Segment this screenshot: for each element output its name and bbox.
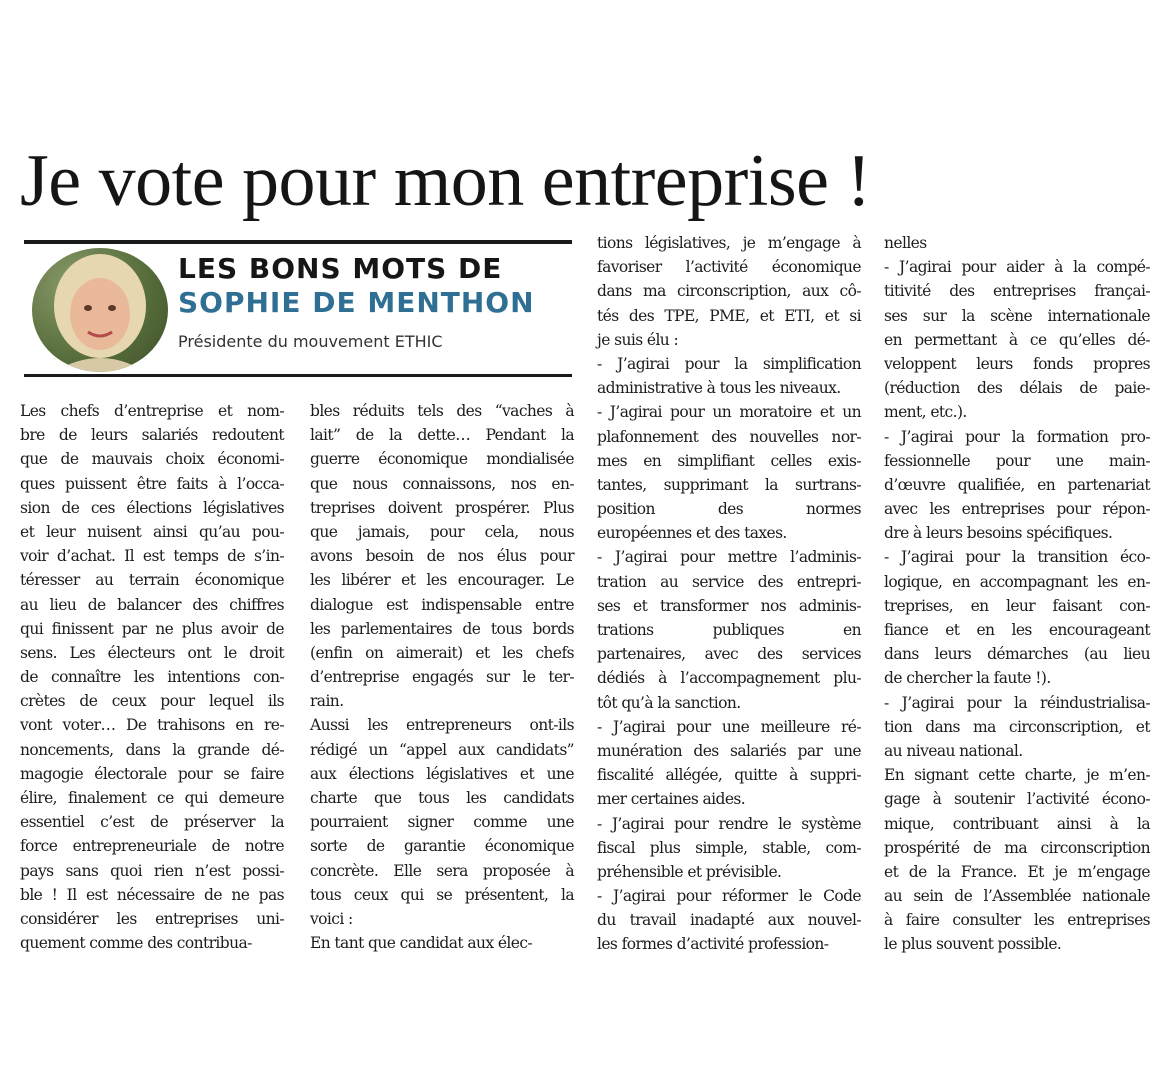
text-line: treprises doivent prospérer. Plus	[310, 498, 574, 517]
text-line: les libérer et les encourager. Le	[310, 571, 574, 590]
text-line: dans leurs démarches (au lieu	[884, 645, 1150, 664]
text-line: du travail inadapté aux nouvel-	[597, 911, 861, 930]
article-column-3	[597, 231, 861, 957]
text-line: ble ! Il est nécessaire de ne pas	[20, 885, 284, 904]
text-line: pays sans quoi rien n’est possi-	[20, 861, 284, 880]
text-line: prospérité de ma circonscription	[884, 838, 1150, 857]
text-line: préhensible et prévisible.	[597, 862, 782, 881]
byline-column-name: LES BONS MOTS DE	[178, 252, 503, 285]
text-line: favoriser l’activité économique	[597, 258, 861, 277]
text-line: tion dans ma circonscription, et	[884, 717, 1150, 736]
byline-bottom-rule	[24, 374, 572, 377]
text-line: Les chefs d’entreprise et nom-	[20, 402, 284, 420]
text-line: ses et transformer nos adminis-	[597, 596, 861, 615]
text-line: ment, etc.).	[884, 403, 967, 422]
text-line: - J’agirai pour réformer le Code	[597, 887, 861, 906]
byline-author-role: Présidente du mouvement ETHIC	[178, 332, 443, 351]
byline-top-rule	[24, 240, 572, 244]
text-line: crètes de ceux pour lequel ils	[20, 692, 284, 711]
article-column-4	[884, 231, 1150, 957]
text-line: rédigé un “appel aux candidats”	[310, 740, 574, 759]
text-line: dédiés à l’accompagnement plu-	[597, 669, 861, 688]
text-line: les parlementaires de tous bords	[310, 619, 574, 638]
text-line: tration au service des entrepri-	[597, 572, 861, 591]
text-line: téresser au terrain économique	[20, 571, 284, 590]
text-line: tés des TPE, PME, et ETI, et si	[597, 306, 861, 325]
text-line: que jamais, pour cela, nous	[310, 522, 574, 541]
text-line: magogie électorale pour se faire	[20, 764, 284, 783]
byline-author-name: SOPHIE DE MENTHON	[178, 286, 535, 319]
text-line: en permettant à ce qu’elles dé-	[884, 330, 1150, 349]
text-line: dialogue est indispensable entre	[310, 595, 574, 614]
text-line: avons besoin de nos élus pour	[310, 547, 574, 566]
author-portrait-icon	[32, 248, 168, 372]
text-line: le plus souvent possible.	[884, 935, 1062, 954]
text-line: - J’agirai pour rendre le système	[597, 814, 861, 833]
text-line: européennes et des taxes.	[597, 524, 787, 543]
text-line: (réduction des délais de paie-	[884, 379, 1150, 398]
text-line: ques puissent être faits à l’occa-	[20, 474, 284, 493]
text-line: vont voter… De trahisons en re-	[20, 716, 284, 735]
text-line: mer certaines aides.	[597, 790, 746, 809]
text-line: que de mauvais choix économi-	[20, 450, 284, 469]
text-line: sion de ces élections législatives	[20, 498, 284, 517]
text-line: logique, en accompagnant les en-	[884, 572, 1150, 591]
text-line: veloppent leurs fonds propres	[884, 354, 1150, 373]
text-line: - J’agirai pour la réindustrialisa-	[884, 693, 1150, 712]
article-title: Je vote pour mon entreprise !	[20, 140, 871, 222]
text-line: plafonnement des nouvelles nor-	[597, 427, 861, 446]
text-line: - J’agirai pour la simplification	[597, 354, 861, 373]
text-line: quement comme des contribua-	[20, 934, 252, 953]
text-line: gage à soutenir l’activité écono-	[884, 790, 1150, 809]
text-line: - J’agirai pour la transition éco-	[884, 548, 1150, 567]
text-line: de connaître les intentions con-	[20, 668, 284, 687]
text-line: (enfin on aimerait) et les chefs	[310, 643, 574, 662]
text-line: - J’agirai pour un moratoire et un	[597, 403, 861, 422]
text-line: tous ceux qui se présentent, la	[310, 885, 574, 904]
text-line: fiance et en les encourageant	[884, 621, 1150, 639]
text-line: dre à leurs besoins spécifiques.	[884, 524, 1113, 543]
text-line: nelles	[884, 234, 927, 252]
text-line: treprises, en leur faisant con-	[884, 596, 1150, 615]
text-line: et leur nuisent ainsi qu’au pou-	[20, 522, 284, 541]
text-line: En signant cette charte, je m’en-	[884, 766, 1150, 785]
text-line: que nous connaissons, nos en-	[310, 474, 574, 493]
text-line: lait” de la dette… Pendant la	[310, 426, 574, 445]
article-column-1	[20, 399, 284, 955]
text-line: - J’agirai pour aider à la compé-	[884, 258, 1150, 277]
text-line: ses sur la scène internationale	[884, 306, 1150, 325]
text-line: dans ma circonscription, aux cô-	[597, 282, 861, 301]
text-line: qui finissent par ne plus avoir de	[20, 619, 284, 638]
text-line: tôt qu’à la sanction.	[597, 693, 741, 712]
text-line: tantes, supprimant la surtrans-	[597, 475, 861, 494]
text-line: rain.	[310, 692, 344, 711]
text-line: - J’agirai pour une meilleure ré-	[597, 717, 861, 736]
text-line: élire, finalement ce qui demeure	[20, 789, 284, 807]
author-photo	[32, 248, 168, 372]
text-line: trations publiques en	[597, 621, 861, 639]
text-line: à faire consulter les entreprises	[884, 911, 1150, 930]
text-line: tions législatives, je m’engage à	[597, 234, 861, 252]
text-line: pourraient signer comme une	[310, 813, 574, 832]
text-line: d’entreprise engagés sur le ter-	[310, 668, 574, 687]
text-line: administrative à tous les niveaux.	[597, 379, 841, 398]
text-line: je suis élu :	[597, 330, 679, 349]
text-line: de chercher la faute !).	[884, 669, 1051, 688]
text-line: position des normes	[597, 500, 861, 519]
text-line: fiscalité allégée, quitte à suppri-	[597, 766, 861, 785]
text-line: concrète. Elle sera proposée à	[310, 861, 574, 880]
text-line: munération des salariés par une	[597, 741, 861, 760]
text-line: sens. Les électeurs ont le droit	[20, 643, 284, 662]
text-line: mes en simplifiant celles exis-	[597, 451, 861, 470]
text-line: au sein de l’Assemblée nationale	[884, 887, 1150, 906]
text-line: sorte de garantie économique	[310, 837, 574, 856]
text-line: considérer les entreprises uni-	[20, 909, 284, 928]
text-line: titivité des entreprises françai-	[884, 282, 1150, 301]
text-line: En tant que candidat aux élec-	[310, 934, 533, 953]
text-line: guerre économique mondialisée	[310, 450, 574, 469]
text-line: voici :	[310, 909, 353, 928]
text-line: bles réduits tels des “vaches à	[310, 402, 574, 420]
text-line: et de la France. Et je m’engage	[884, 862, 1150, 881]
text-line: noncements, dans la grande dé-	[20, 740, 284, 759]
text-line: fessionnelle pour une main-	[884, 451, 1150, 470]
text-line: force entrepreneuriale de notre	[20, 837, 284, 856]
text-line: fiscal plus simple, stable, com-	[597, 838, 861, 857]
text-line: au lieu de balancer des chiffres	[20, 595, 284, 614]
text-line: charte que tous les candidats	[310, 789, 574, 807]
article-column-2	[310, 399, 574, 955]
text-line: au niveau national.	[884, 741, 1023, 760]
text-line: les formes d’activité profession-	[597, 935, 829, 954]
text-line: essentiel c’est de préserver la	[20, 813, 284, 832]
text-line: partenaires, avec des services	[597, 645, 861, 664]
text-line: voir d’achat. Il est temps de s’in-	[20, 547, 284, 566]
text-line: mique, contribuant ainsi à la	[884, 814, 1150, 833]
text-line: bre de leurs salariés redoutent	[20, 426, 284, 445]
text-line: - J’agirai pour mettre l’adminis-	[597, 548, 861, 567]
text-line: - J’agirai pour la formation pro-	[884, 427, 1150, 446]
text-line: avec les entreprises pour répon-	[884, 500, 1150, 519]
text-line: Aussi les entrepreneurs ont-ils	[310, 716, 574, 735]
text-line: aux élections législatives et une	[310, 764, 574, 783]
text-line: d’œuvre qualifiée, en partenariat	[884, 475, 1150, 494]
